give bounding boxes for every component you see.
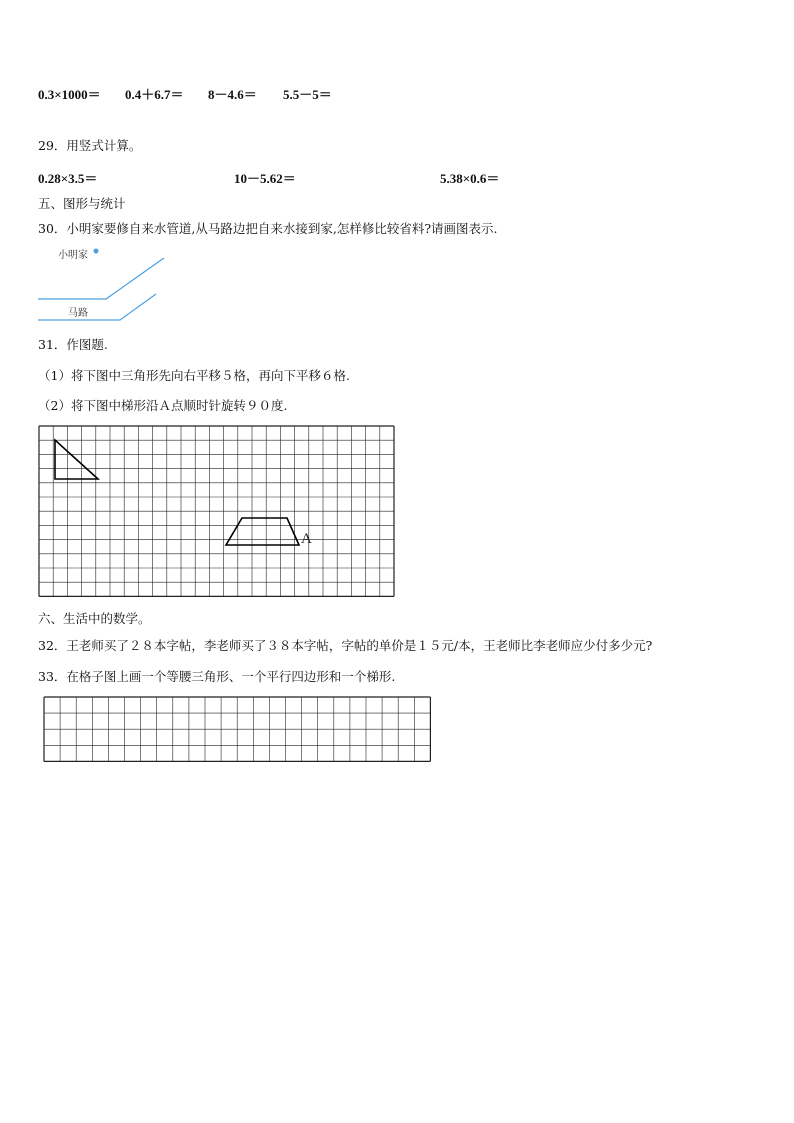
q31-title: 31．作图题.: [38, 337, 108, 352]
q28-item-4: 5.5－5＝: [283, 87, 332, 102]
road-lower-edge: [38, 294, 156, 320]
q31-sub1: （1）将下图中三角形先向右平移５格，再向下平移６格.: [38, 368, 350, 383]
q31-trapezoid: [226, 518, 299, 545]
q29-title: 29．用竖式计算。: [38, 138, 142, 153]
road-upper-edge: [38, 258, 164, 299]
q32-title: 32．王老师买了２８本字帖，李老师买了３８本字帖，字帖的单价是１５元/本，王老师比李老师应少付多少元?: [38, 638, 653, 653]
q33-grid-lines: [44, 697, 430, 761]
home-dot: [94, 249, 99, 254]
q31-grid: [37, 424, 397, 600]
q28-item-1: 0.3×1000＝: [38, 87, 101, 102]
q31-triangle: [55, 440, 98, 479]
q31-point-a-label: A: [301, 531, 312, 547]
q33-grid: [43, 695, 435, 765]
home-label: 小明家: [58, 250, 88, 261]
section5-title: 五、图形与统计: [38, 196, 126, 211]
road-diagram: [36, 246, 176, 326]
road-label: 马路: [68, 308, 88, 319]
q29-item-3: 5.38×0.6＝: [440, 171, 500, 186]
q28-item-2: 0.4＋6.7＝: [125, 87, 184, 102]
q31-sub2: （2）将下图中梯形沿Ａ点顺时针旋转９０度.: [38, 398, 288, 413]
q28-item-3: 8－4.6＝: [208, 87, 257, 102]
q29-item-1: 0.28×3.5＝: [38, 171, 98, 186]
q29-item-2: 10－5.62＝: [234, 171, 296, 186]
q31-grid-lines: [39, 426, 394, 596]
q33-title: 33．在格子图上画一个等腰三角形、一个平行四边形和一个梯形.: [38, 669, 396, 684]
section6-title: 六、生活中的数学。: [38, 611, 151, 626]
q30-title: 30．小明家要修自来水管道,从马路边把自来水接到家,怎样修比较省料?请画图表示.: [38, 221, 498, 236]
